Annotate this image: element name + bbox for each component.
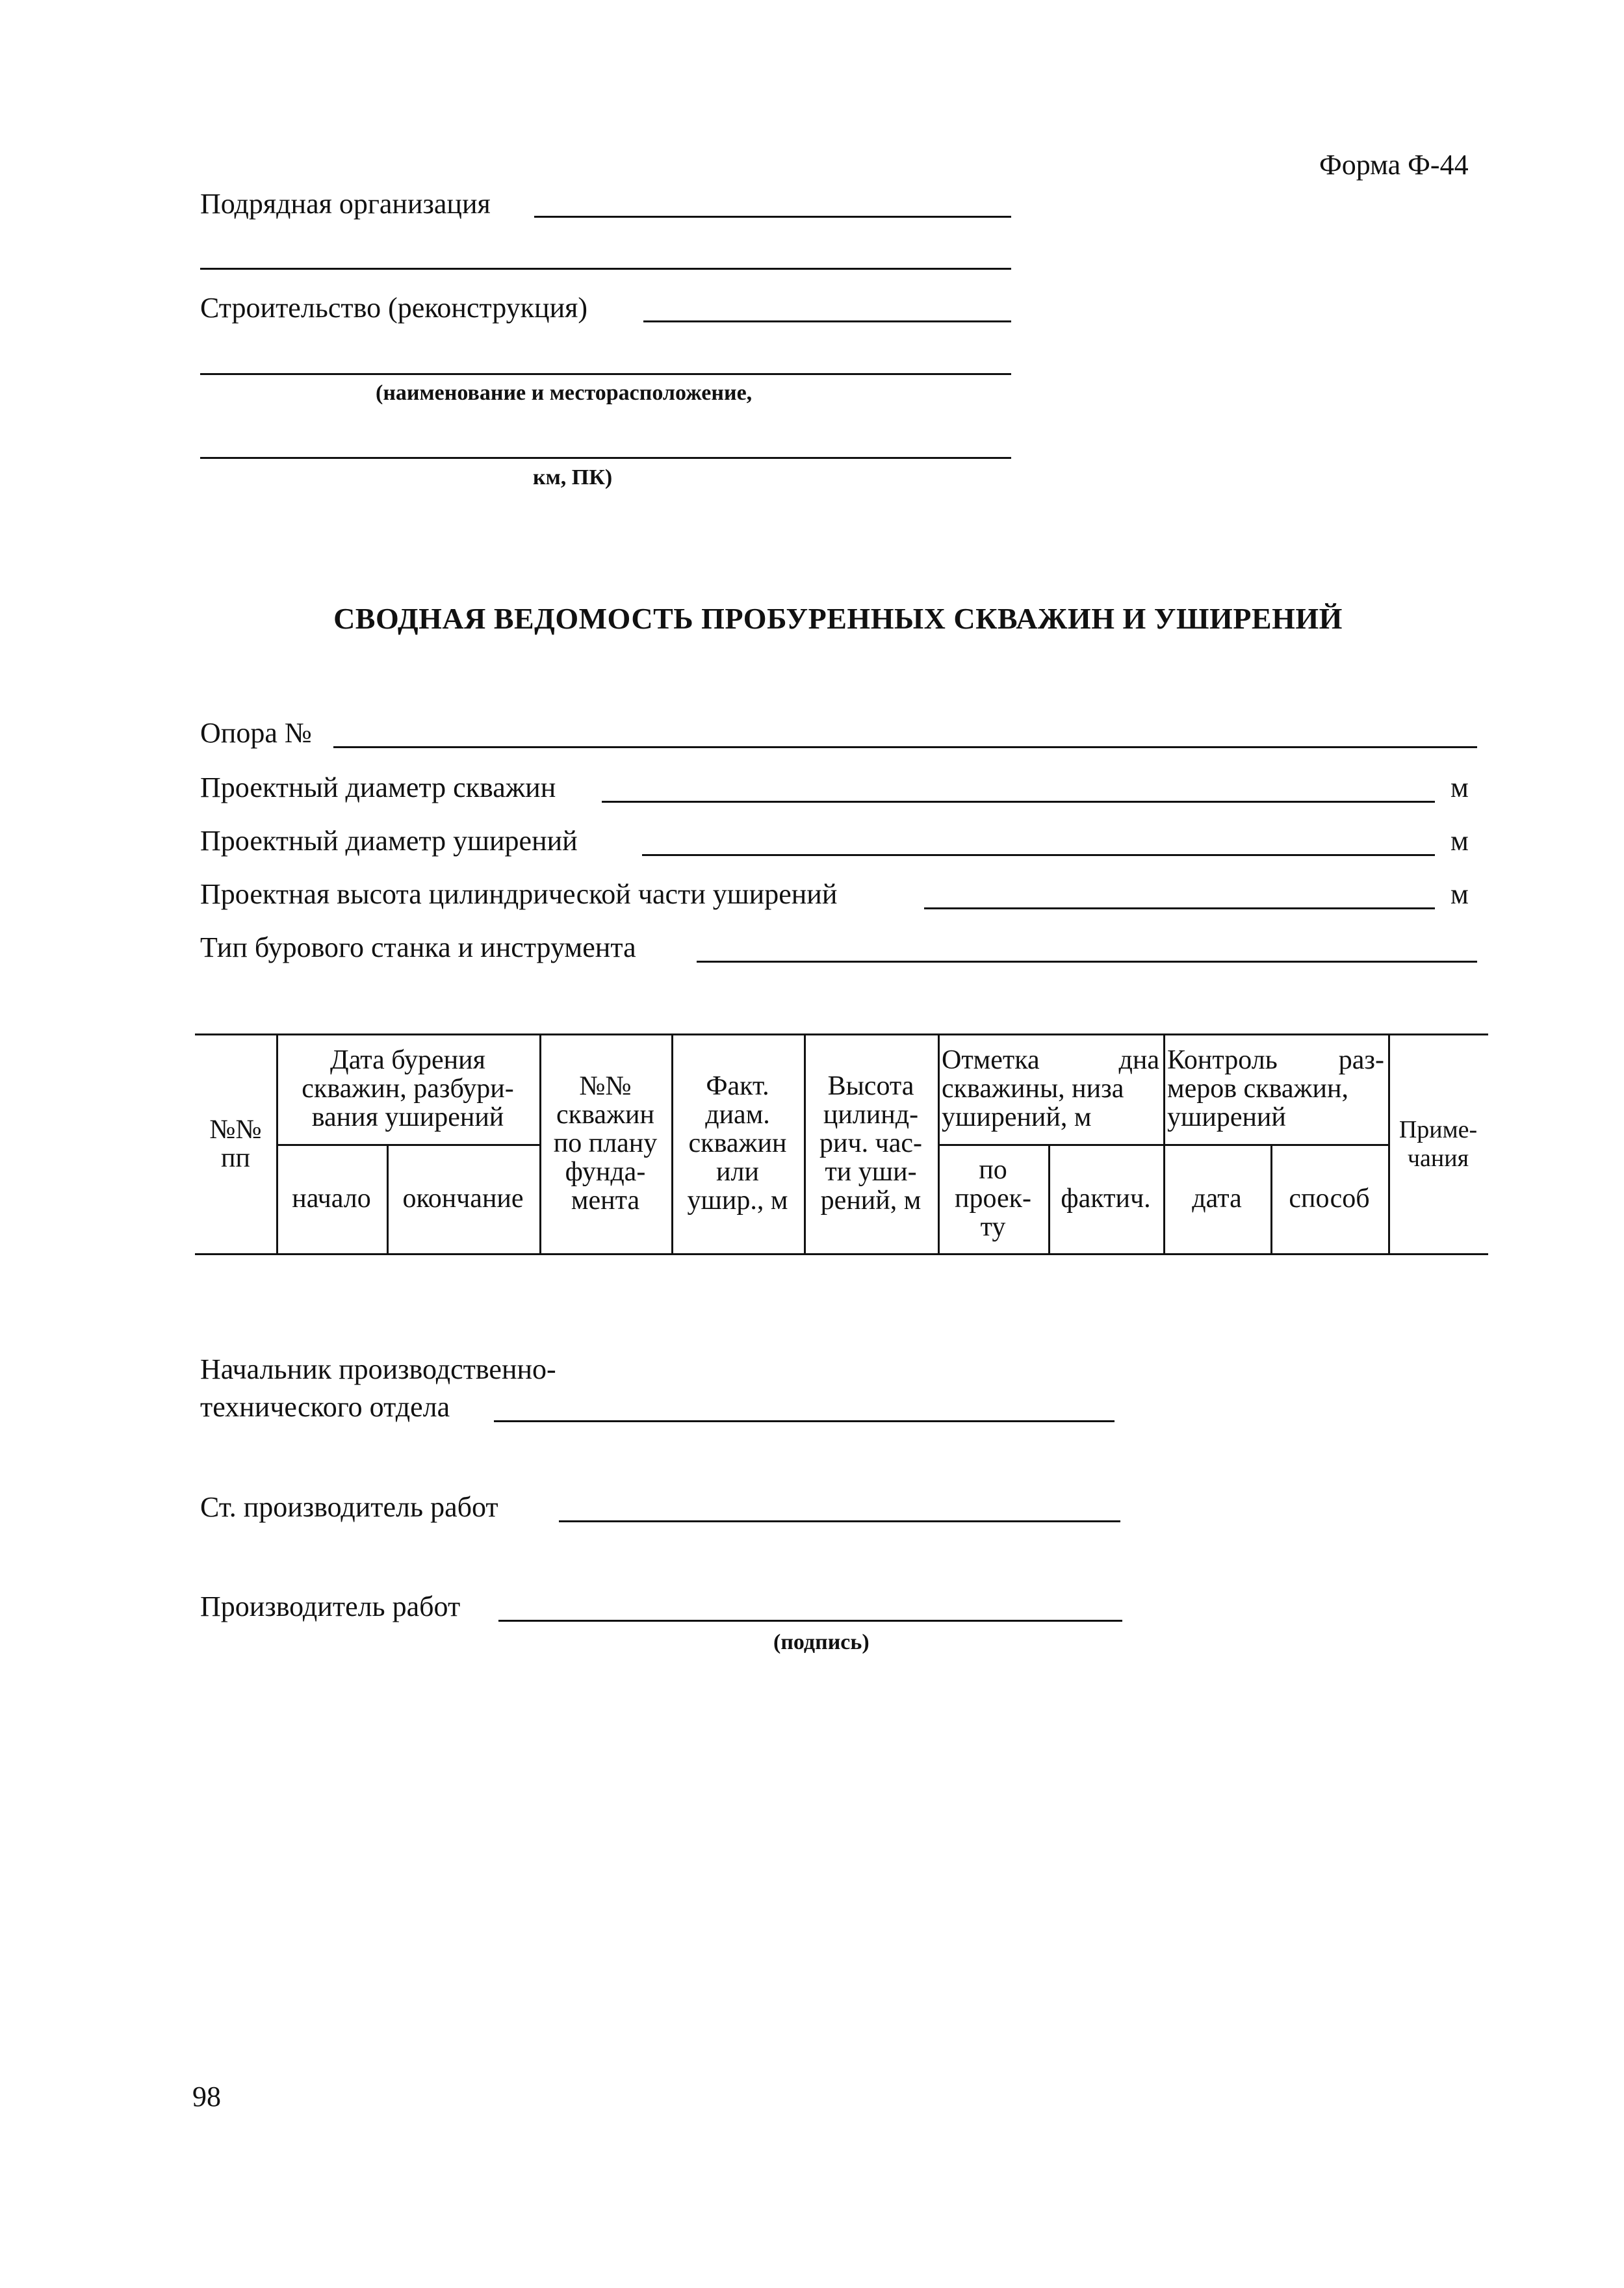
well-diameter-label: Проектный диаметр скважин (200, 772, 556, 803)
support-label: Опора № (200, 717, 312, 749)
construction-field-line2[interactable] (200, 373, 1011, 375)
pto-head-label-line2: технического отдела (200, 1391, 450, 1423)
pto-head-label-line1: Начальник производственно- (200, 1353, 556, 1385)
construction-field-line3[interactable] (200, 457, 1011, 459)
km-pk-note: км, ПК) (533, 465, 613, 489)
form-label: Форма Ф-44 (1319, 149, 1469, 181)
unit-well-diameter: м (1450, 772, 1469, 803)
contractor-label: Подрядная организация (200, 188, 491, 220)
foreman-signature-field[interactable] (498, 1620, 1122, 1622)
contractor-field[interactable] (534, 216, 1011, 218)
name-location-note: (наименование и месторасположение, (376, 381, 753, 405)
page-number: 98 (192, 2081, 221, 2112)
senior-foreman-signature-field[interactable] (559, 1520, 1120, 1522)
signature-note: (подпись) (773, 1630, 870, 1654)
pto-head-signature-field[interactable] (494, 1420, 1115, 1422)
drill-end-header: окончание (402, 1184, 524, 1214)
control-header: Контроль раз- меров скважин, уширений (1167, 1045, 1384, 1132)
fact-diam-header: Факт. диам. скважин или ушир., м (687, 1071, 788, 1216)
control-method-header: способ (1289, 1184, 1370, 1214)
support-field[interactable] (333, 746, 1477, 748)
widening-diameter-label: Проектный диаметр уширений (200, 825, 578, 857)
contractor-field-line2[interactable] (200, 268, 1011, 270)
widening-diameter-field[interactable] (642, 854, 1435, 856)
cyl-height-label: Проектная высота цилиндрической части уширений (200, 878, 838, 910)
bottom-mark-header: Отметка дна скважины, низа уширений, м (942, 1045, 1159, 1132)
rig-type-field[interactable] (697, 961, 1477, 963)
senior-foreman-label: Ст. производитель работ (200, 1491, 498, 1523)
wells-table (195, 1034, 1495, 1254)
construction-field[interactable] (643, 320, 1011, 322)
unit-widening-diameter: м (1450, 825, 1469, 857)
col-num-header: №№ пп (209, 1115, 262, 1173)
plan-no-header: №№ скважин по плану фунда- мента (553, 1071, 658, 1216)
well-diameter-field[interactable] (602, 801, 1435, 803)
foreman-label: Производитель работ (200, 1591, 461, 1622)
actual-header: фактич. (1061, 1184, 1151, 1214)
drill-date-header: Дата бурения скважин, разбури- вания уширений (302, 1045, 514, 1132)
control-date-header: дата (1192, 1184, 1242, 1214)
construction-label: Строительство (реконструкция) (200, 292, 588, 324)
unit-cyl-height: м (1450, 878, 1469, 910)
cyl-height-header: Высота цилинд- рич. час- ти уши- рений, м (819, 1071, 922, 1216)
by-project-header: по проек- ту (954, 1155, 1032, 1242)
cyl-height-field[interactable] (924, 907, 1435, 909)
notes-header: Приме- чания (1398, 1116, 1478, 1172)
rig-type-label: Тип бурового станка и инструмента (200, 931, 636, 963)
page-title: СВОДНАЯ ВЕДОМОСТЬ ПРОБУРЕННЫХ СКВАЖИН И УШИРЕНИЙ (333, 602, 1343, 635)
drill-start-header: начало (292, 1184, 371, 1214)
